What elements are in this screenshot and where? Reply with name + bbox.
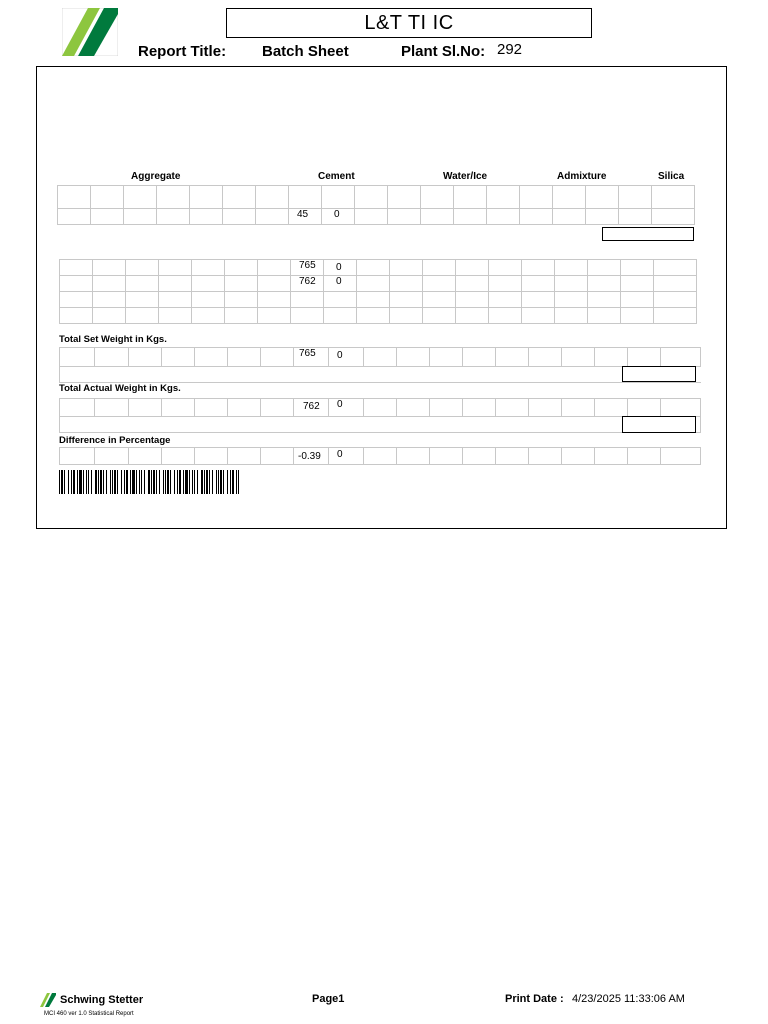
col-admixture: Admixture <box>557 171 607 182</box>
set-weight-grid <box>59 347 701 383</box>
plant-number: 292 <box>497 41 523 58</box>
set-total-box <box>622 366 696 382</box>
footer-brand: Schwing Stetter <box>60 994 144 1006</box>
difference-grid <box>59 447 701 465</box>
barcode-icon <box>59 470 239 494</box>
plant-label: Plant Sl.No: <box>401 43 486 60</box>
set-weight-label: Total Set Weight in Kgs. <box>59 334 167 345</box>
set-cement-value: 765 <box>294 348 329 367</box>
batch-grid <box>59 259 697 324</box>
lt-logo-icon <box>62 8 118 56</box>
design-total-box <box>602 227 694 241</box>
diff-cement-value: -0.39 <box>294 448 329 465</box>
page-number: Page1 <box>312 993 345 1005</box>
diff-cement-value2: 0 <box>329 448 364 465</box>
design-cement-value: 45 <box>289 209 322 225</box>
batch-row1-cement2: 0 <box>324 260 357 276</box>
set-cement-value2: 0 <box>329 348 364 367</box>
col-aggregate: Aggregate <box>131 171 181 182</box>
actual-weight-label: Total Actual Weight in Kgs. <box>59 383 181 394</box>
schwing-stetter-logo-icon <box>40 993 56 1007</box>
actual-total-box <box>622 416 696 433</box>
design-cement-value2: 0 <box>322 209 355 225</box>
report-title-value: Batch Sheet <box>262 43 349 60</box>
actual-weight-grid <box>59 398 701 433</box>
batch-row2-cement: 762 <box>291 276 324 292</box>
difference-label: Difference in Percentage <box>59 435 171 446</box>
footer-subtitle: MCI 460 ver 1.0 Statistical Report <box>44 1011 134 1017</box>
company-name: L&T TI IC <box>226 8 592 38</box>
actual-cement-value: 762 <box>294 399 329 417</box>
design-grid <box>57 185 695 225</box>
batch-row1-cement: 765 <box>291 260 324 276</box>
print-date-value: 4/23/2025 11:33:06 AM <box>572 993 685 1005</box>
col-silica: Silica <box>658 171 685 182</box>
col-water: Water/Ice <box>443 171 488 182</box>
col-cement: Cement <box>318 171 355 182</box>
report-title-label: Report Title: <box>138 43 227 60</box>
print-date-label: Print Date : <box>505 993 564 1005</box>
actual-cement-value2: 0 <box>329 399 364 417</box>
batch-row2-cement2: 0 <box>324 276 357 292</box>
